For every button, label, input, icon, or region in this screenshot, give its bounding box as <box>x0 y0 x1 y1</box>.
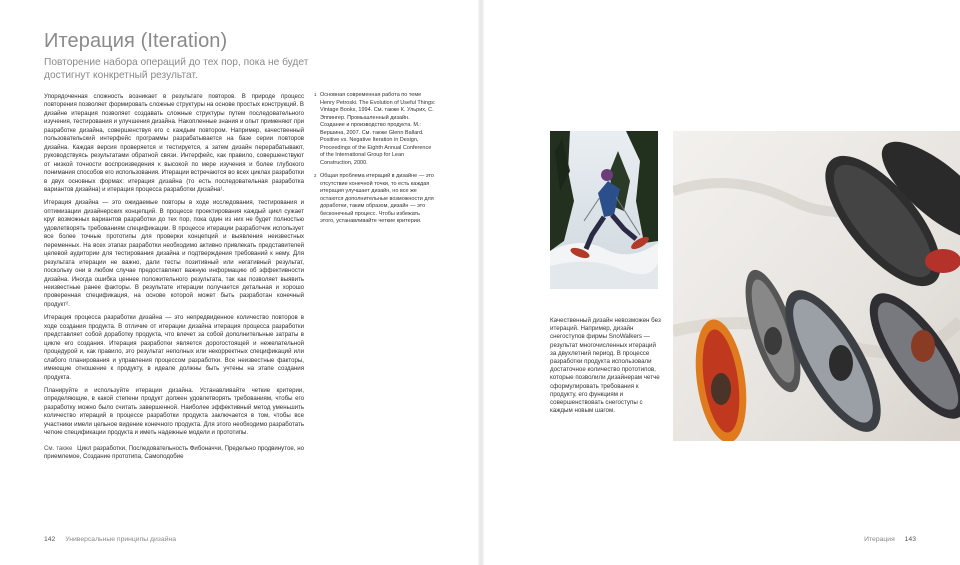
snowshoes-photo <box>673 131 960 441</box>
see-also-label: См. также <box>44 444 73 452</box>
photo-caption: Качественный дизайн невозможен без итераций. Например, дизайн снегоступов фирмы SnoWalkers — результат многочисленных итераций за двухлетний период. В процессе разработки продукта использовали достаточное количество прототипов, которые позволили дизайнерам четче сформулировать требования к продукту, его функциям и совершенствовать снегоступы с каждым новым шагом. <box>550 317 661 415</box>
right-footer <box>864 536 916 543</box>
footnote <box>314 92 436 167</box>
footnote-number: 1 <box>314 92 317 97</box>
left-footer <box>44 536 176 543</box>
body-paragraph: Планируйте и используйте итерации дизайна. Устанавливайте четкие критерии, определяющие, в какой степени продукт должен удовлетворять требованиям, чтобы его разработку можно было считать завершенной. Наиболее эффективный метод уменьшить количество итераций в процессе разработки продукта заключается в том, чтобы все участники имели цельное видение конечного продукта. Для этого необходимо разработать четкие спецификации продукта и иметь надежные модели и прототипы. <box>44 386 304 437</box>
body-text <box>44 93 304 467</box>
body-paragraph: Упорядоченная сложность возникает в результате повторов. В природе процесс повторения позволяет формировать сложные структуры на основе простых конструкций. В дизайне итерация позволяет создавать сложные структуры путем последовательного изучения, тестирования и улучшения дизайна. Накопленные знания и опыт применяют при разработке дизайна, совершенствуя его с каждым повтором. Например, качественный пользовательский интерфейс программы разрабатывается на базе серии повторов дизайна. Каждая версия проверяется и тестируется, а затем дизайн перерабатывают, руководствуясь результатами обратной связи. Интерфейс, как правило, совершенствуют от низкой точности воспроизведения к высокой по мере изучения и более глубокого понимания способов его использования. Итерации встречаются во всех циклах разработки в двух основных формах: итерация дизайна (то есть последовательная разработка вариантов дизайна) и итерация процесса разработки дизайна¹. <box>44 93 304 193</box>
footnote-number: 2 <box>314 173 317 178</box>
footnote <box>314 173 436 226</box>
see-also <box>44 445 304 462</box>
body-paragraph: Итерация процесса разработки дизайна — это непредвиденное количество повторов в ходе создания продукта. В отличие от итерации дизайна итерация процесса разработки представляет собой доработку продукта, что влечет за собой дополнительные затраты в цикле его создания. Итерация разработки является дорогостоящей и нежелательной процедурой и, как правило, это результат неполных или некорректных спецификаций или слабого планирования и управления процессом разработки. Все неизвестные факторы, имеющие отношение к продукту, в идеале должны быть учтены на этапе создания продукта. <box>44 314 304 381</box>
snowshoer-photo <box>550 131 658 289</box>
see-also-list: Цикл разработки, Последовательность Фибоначчи, Предельно продвинутое, но приемлемое, Создание прототипа, Самоподобие <box>44 444 304 461</box>
book-gutter <box>478 0 484 565</box>
footnote-text: Основная современная работа по теме Henry Petroski. The Evolution of Useful Things: Vintage Books, 1994. См. также К. Ульрих, С. Эппингер. Промышленный дизайн. Создание и производство продукта. М.: Вершина, 2007. См. также Glenn Ballard. Positive vs. Negative Iteration in Design, Proceedings of the Eighth Annual Conference of the International Group for Lean Construction, 2000. <box>320 92 436 166</box>
footnotes <box>314 92 436 232</box>
left-page-number: 142 <box>44 536 56 543</box>
book-title: Универсальные принципы дизайна <box>65 536 177 543</box>
right-page-number: 143 <box>904 536 916 543</box>
body-paragraph: Итерация дизайна — это ожидаемые повторы в ходе исследования, тестирования и оптимизации дизайнерских концепций. В процессе проектирования каждый цикл сужает круг возможных вариантов разработки до тех пор, пока один из них не будет полностью удовлетворять требованиям спецификации. В процессе итерации разработчик использует все более точные прототипы для проверки концепций и выявления неизвестных переменных. На всех этапах разработки необходимо активно привлекать представителей целевой аудитории для тестирования дизайна и подтверждения требований к нему. Для результата итерации не важно, дали тесты позитивный или негативный результат, поскольку они в любом случае предоставляют важную информацию об эффективности дизайна. Иногда ошибка ценнее положительного результата, так как позволяет выявить неизвестные ранее факторы. В результате итерации получается детальная и хорошо проверенная спецификация, на основе которой может быть разработан конечный продукт². <box>44 199 304 308</box>
page-title: Итерация (Iteration) <box>44 30 228 52</box>
page-subtitle: Повторение набора операций до тех пор, пока не будет достигнут конкретный результат. <box>44 57 309 81</box>
footnote-text: Общая проблема итераций в дизайне — это отсутствие конечной точки, то есть каждая итерация улучшает дизайн, но все же остаются дополнительные возможности для доработки, таким образом, дизайн — это бесконечный процесс. Чтобы избежать этого, устанавливайте четкие критерии. <box>320 173 434 224</box>
chapter-title: Итерация <box>864 536 895 543</box>
